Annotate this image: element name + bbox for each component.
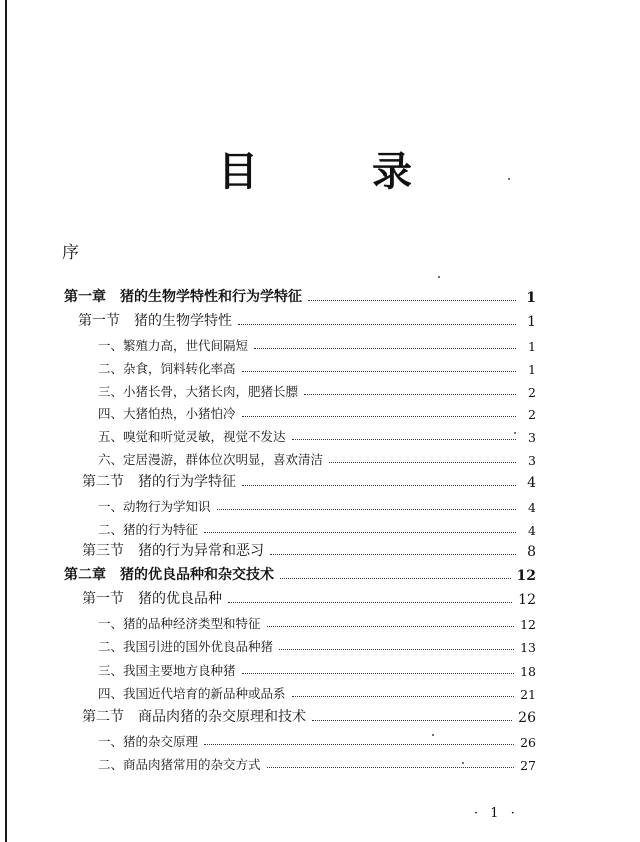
dot-leader (308, 300, 516, 301)
toc-entry-label: 一、繁殖力高，世代间隔短 (98, 338, 249, 353)
toc-entry-label: 第二节 商品肉猪的杂交原理和技术 (82, 709, 306, 725)
scan-edge-line (5, 0, 7, 842)
toc-entry-item[interactable] (98, 751, 536, 773)
toc-entry-page: 1 (526, 290, 536, 306)
scan-speck (508, 178, 510, 180)
toc-entry-label: 第一节 猪的优良品种 (82, 591, 222, 607)
toc-entry-label: 五、嗅觉和听觉灵敏，视觉不发达 (98, 429, 286, 444)
toc-entry-page: 1 (528, 362, 536, 377)
toc-entry-page: 12 (520, 617, 536, 632)
dot-leader (242, 371, 516, 372)
dot-leader (228, 602, 512, 603)
toc-entry-item[interactable] (98, 493, 536, 515)
toc-entry-item[interactable] (98, 516, 536, 538)
toc-entry-page: 13 (520, 640, 536, 655)
dot-leader (217, 509, 516, 510)
toc-entry-page: 4 (527, 475, 536, 491)
toc-entry-item[interactable] (98, 355, 536, 377)
toc-entry-item[interactable] (98, 610, 536, 632)
toc-entry-label: 二、我国引进的国外优良品种猪 (98, 639, 274, 654)
dot-leader (242, 485, 516, 486)
toc-entry-page: 1 (528, 339, 536, 354)
toc-entry-item[interactable] (98, 446, 536, 468)
toc-entry-label: 三、我国主要地方良种猪 (98, 663, 236, 678)
dot-leader (329, 462, 516, 463)
toc-entry-label: 一、动物行为学知识 (98, 499, 211, 514)
toc-entry-page: 21 (520, 687, 536, 702)
toc-entry-page: 3 (528, 453, 536, 468)
toc-entry-page: 1 (527, 314, 536, 330)
toc-entry-page: 4 (528, 500, 536, 515)
scan-speck (432, 734, 434, 736)
toc-entry-page: 18 (520, 664, 536, 679)
toc-entry-item[interactable] (98, 633, 536, 655)
toc-entry-page: 12 (516, 568, 536, 584)
dot-leader (238, 324, 516, 325)
dot-leader (292, 696, 515, 697)
toc-entry-section[interactable] (82, 538, 536, 560)
dot-leader (204, 532, 516, 533)
scan-speck (462, 762, 464, 764)
toc-entry-page: 3 (528, 430, 536, 445)
toc-entry-item[interactable] (98, 657, 536, 679)
toc-entry-label: 六、定居漫游，群体位次明显，喜欢清洁 (98, 452, 324, 467)
toc-entry-label: 一、猪的杂交原理 (98, 734, 199, 749)
dot-leader (204, 744, 514, 745)
dot-leader (267, 626, 515, 627)
toc-entry-page: 26 (520, 735, 536, 750)
dot-leader (280, 578, 511, 579)
dot-leader (304, 394, 516, 395)
toc-entry-page: 12 (518, 592, 536, 608)
dot-leader (242, 673, 515, 674)
toc-entry-label: 第一章 猪的生物学特性和行为学特征 (64, 289, 302, 305)
dot-leader (254, 348, 516, 349)
toc-entry-label: 第二节 猪的行为学特征 (82, 474, 236, 490)
toc-entry-label: 第一节 猪的生物学特性 (78, 313, 232, 329)
toc-entry-label: 二、猪的行为特征 (98, 522, 199, 537)
toc-entry-label: 四、大猪怕热，小猪怕冷 (98, 406, 236, 421)
toc-entry-label: 一、猪的品种经济类型和特征 (98, 616, 261, 631)
page-number: · 1 · (474, 806, 519, 821)
toc-entry-page: 27 (520, 758, 536, 773)
dot-leader (270, 554, 516, 555)
toc-entry-section[interactable] (82, 586, 536, 608)
toc-entry-page: 8 (527, 544, 536, 560)
toc-entry-label: 二、商品肉猪常用的杂交方式 (98, 757, 261, 772)
toc-entry-label: 第三节 猪的行为异常和恶习 (82, 543, 264, 559)
toc-entry-item[interactable] (98, 680, 536, 702)
toc-entry-page: 2 (528, 385, 536, 400)
toc-entry-item[interactable] (98, 423, 536, 445)
toc-entry-item[interactable] (98, 728, 536, 750)
toc-entry-section[interactable] (82, 469, 536, 491)
toc-entry-chapter-2[interactable] (64, 562, 536, 584)
toc-entry-page: 2 (528, 407, 536, 422)
dot-leader (292, 439, 516, 440)
dot-leader (267, 767, 515, 768)
toc-entry-label: 二、杂食，饲料转化率高 (98, 361, 236, 376)
toc-entry-page: 4 (528, 523, 536, 538)
scan-speck (438, 276, 440, 278)
toc-entry-section[interactable] (82, 704, 536, 726)
toc-entry-page: 26 (518, 710, 536, 726)
toc-entry-item[interactable] (98, 400, 536, 422)
scan-speck (514, 432, 516, 434)
toc-entry-label: 四、我国近代培育的新品种或品系 (98, 686, 286, 701)
toc-entry-chapter-1[interactable] (64, 284, 536, 306)
page-title: 目 录 (218, 149, 462, 195)
toc-preface: 序 (62, 243, 79, 263)
dot-leader (312, 720, 512, 721)
toc-entry-label: 三、小猪长骨，大猪长肉，肥猪长膘 (98, 384, 299, 399)
toc-entry-label: 第二章 猪的优良品种和杂交技术 (64, 567, 274, 583)
toc-entry-item[interactable] (98, 332, 536, 354)
toc-entry-item[interactable] (98, 378, 536, 400)
dot-leader (242, 416, 516, 417)
toc-entry-section[interactable] (78, 308, 536, 330)
dot-leader (279, 649, 514, 650)
